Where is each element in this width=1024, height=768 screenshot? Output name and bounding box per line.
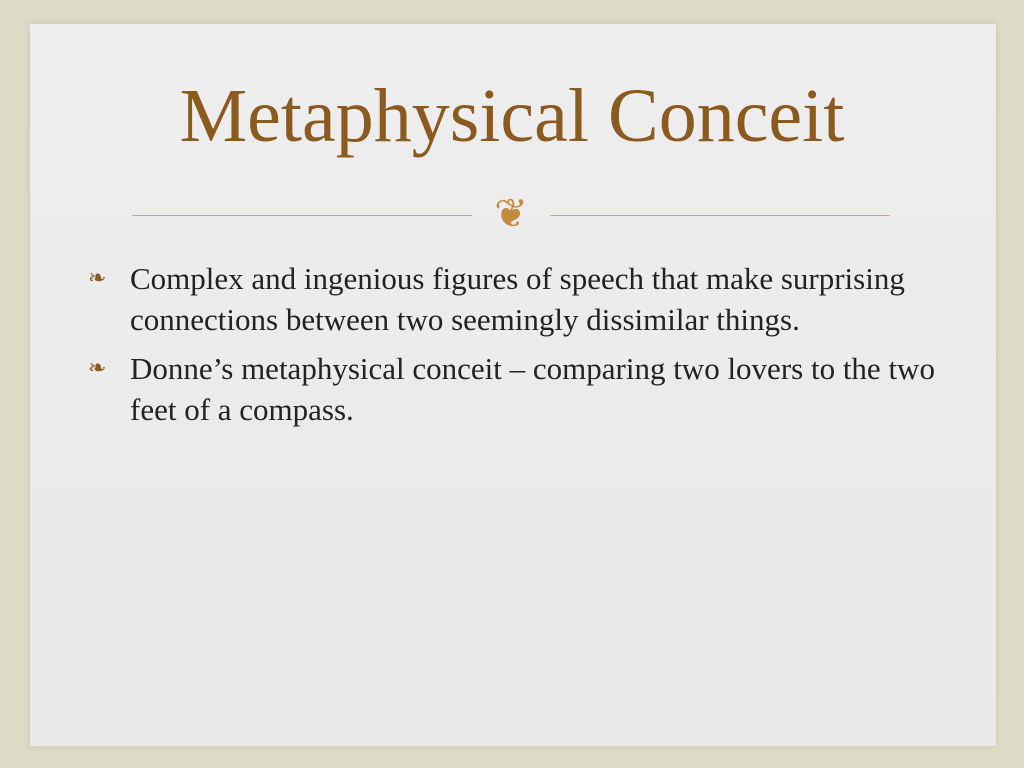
- divider-line-right: [550, 215, 890, 216]
- fleuron-ornament-icon: ❦: [494, 191, 528, 237]
- bullet-text: Donne’s metaphysical conceit – comparing two lovers to the two feet of a compass.: [130, 351, 935, 427]
- slide-title: Metaphysical Conceit: [179, 74, 845, 158]
- title-divider: [132, 191, 890, 237]
- fleuron-bullet-icon: ❧: [88, 266, 107, 291]
- bullet-list: [88, 258, 948, 438]
- bullet-item: [88, 348, 948, 430]
- bullet-text: Complex and ingenious figures of speech that make surprising connections between two seemingly dissimilar things.: [130, 261, 905, 337]
- fleuron-bullet-icon: ❧: [88, 356, 107, 381]
- bullet-item: [88, 258, 948, 340]
- divider-line-left: [132, 215, 472, 216]
